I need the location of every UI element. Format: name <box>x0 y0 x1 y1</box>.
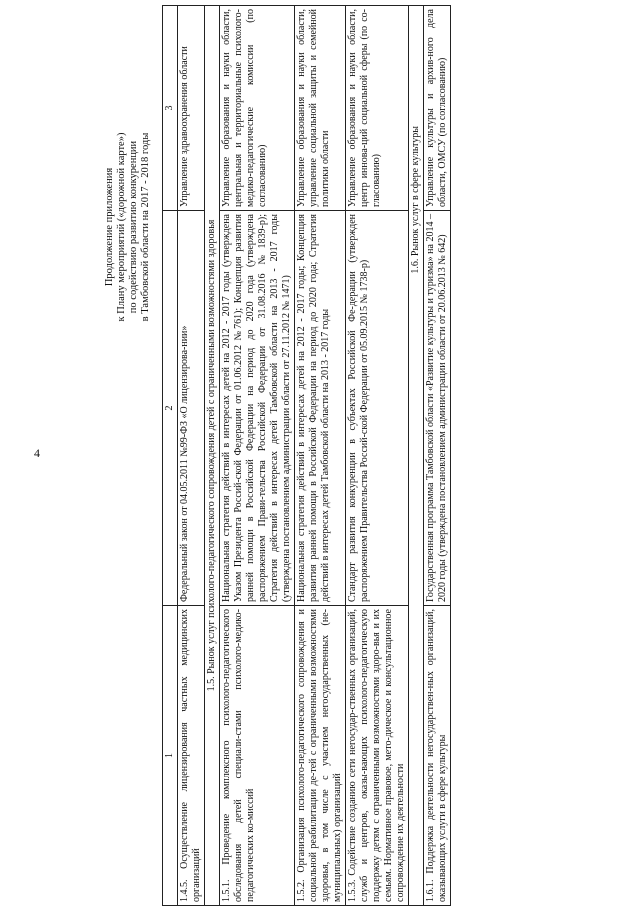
responsible-cell: Управление образования и науки области, управление социальной защиты и семейной политики области <box>295 6 346 211</box>
basis-cell: Государственная программа Тамбовской области «Развитие культуры и туризма» на 2014 – 2020 годы (утверждена постановлением администрации области от 20.06.2013 № 642) <box>424 211 451 606</box>
section-row <box>409 6 424 906</box>
responsible-cell: Управление образования и науки области, центральная и территориальные психолого-медико-педагогические комиссии (по согласованию) <box>220 6 295 211</box>
header-row <box>163 6 178 906</box>
measures-table <box>162 5 451 906</box>
basis-cell: Стандарт развития конкуренции в субъектах Российской Фе-дерации (утвержден распоряжением Правительства Россий-ской Федерации от 05.09.2015 № 1738-р) <box>346 211 409 606</box>
table-row <box>346 6 409 906</box>
measure-cell: 1.5.3. Содействие созданию сети негосудар-ственных организаций, служб и центров, оказы-вающих психолого-педагогическую поддержку детям с ограниченными возможностями здоро-вья и их семьям. Нормативное правовое, мето-дическое и консультационное сопровождение их деятельности <box>346 606 409 906</box>
basis-cell: Национальная стратегия действий в интересах детей на 2012 - 2017 годы (утверждена Указом Президента Россий-ской Федерации от 01.06.2012 №761); Концепция развития ранней помощи в Российской Федерации на период до 2020 года (утверждена распоряжением Прави-тельства Российской Федерации от 31.08.2016 №1839-р); Стратегия действий в интересах детей Тамбовской области на 2013 - 2017 годы (утверждена постановлением администрации области от 27.11.2012 № 1471) <box>220 211 295 606</box>
measure-cell: 1.5.2. Организация психолого-педагогического сопровождения и социальной реабилитации де-тей с ограниченными возможностями здоровья, в том числе с участием негосударственных (не-муниципальных) организаций <box>295 606 346 906</box>
rotated-landscape-page <box>104 6 626 906</box>
table-row <box>178 6 205 906</box>
responsible-cell: Управление образования и науки области, центр иннова-ций социальной сферы (по со-гласованию) <box>346 6 409 211</box>
measure-cell: 1.4.5. Осуществление лицензирования частных медицинских организаций <box>178 606 205 906</box>
responsible-cell: Управление культуры и архив-ного дела области, ОМСУ (по согласованию) <box>424 6 451 211</box>
appendix-caption <box>104 12 152 442</box>
responsible-cell: Управление здравоохранения области <box>178 6 205 211</box>
basis-cell: Федеральный закон от 04.05.2011 №99-ФЗ «О лицензирова-нии» <box>178 211 205 606</box>
table-row <box>220 6 295 906</box>
table-row <box>295 6 346 906</box>
section-title: 1.5. Рынок услуг психолого-педагогического сопровождения детей с ограниченными возможностями здоровья <box>205 6 220 906</box>
column-header: 3 <box>163 6 178 211</box>
caption-line: к Плану мероприятий («дорожной карте») <box>116 132 127 322</box>
page-number: 4 <box>34 446 40 460</box>
caption-line: в Тамбовской области на 2017 - 2018 годы <box>140 132 151 322</box>
caption-line: Продолжение приложения <box>104 167 115 287</box>
section-title: 1.6. Рынок услуг в сфере культуры <box>409 6 424 906</box>
measure-cell: 1.5.1. Проведение комплексного психолого-педагогического обследования детей специали-стами психолого-медико-педагогических ко-миссий <box>220 606 295 906</box>
column-header: 2 <box>163 211 178 606</box>
column-header: 1 <box>163 606 178 906</box>
measure-cell: 1.6.1. Поддержка деятельности негосударствен-ных организаций, оказывающих услуги в сфере культуры <box>424 606 451 906</box>
section-row <box>205 6 220 906</box>
caption-line: по содействию развитию конкуренции <box>128 140 139 314</box>
basis-cell: Национальная стратегия действий в интересах детей на 2012 - 2017 годы; Концепция развития ранней помощи в Российской Федерации на период до 2020 года; Стратегия действий в интересах детей Тамбовской области на 2013 - 2017 годы <box>295 211 346 606</box>
table-row <box>424 6 451 906</box>
